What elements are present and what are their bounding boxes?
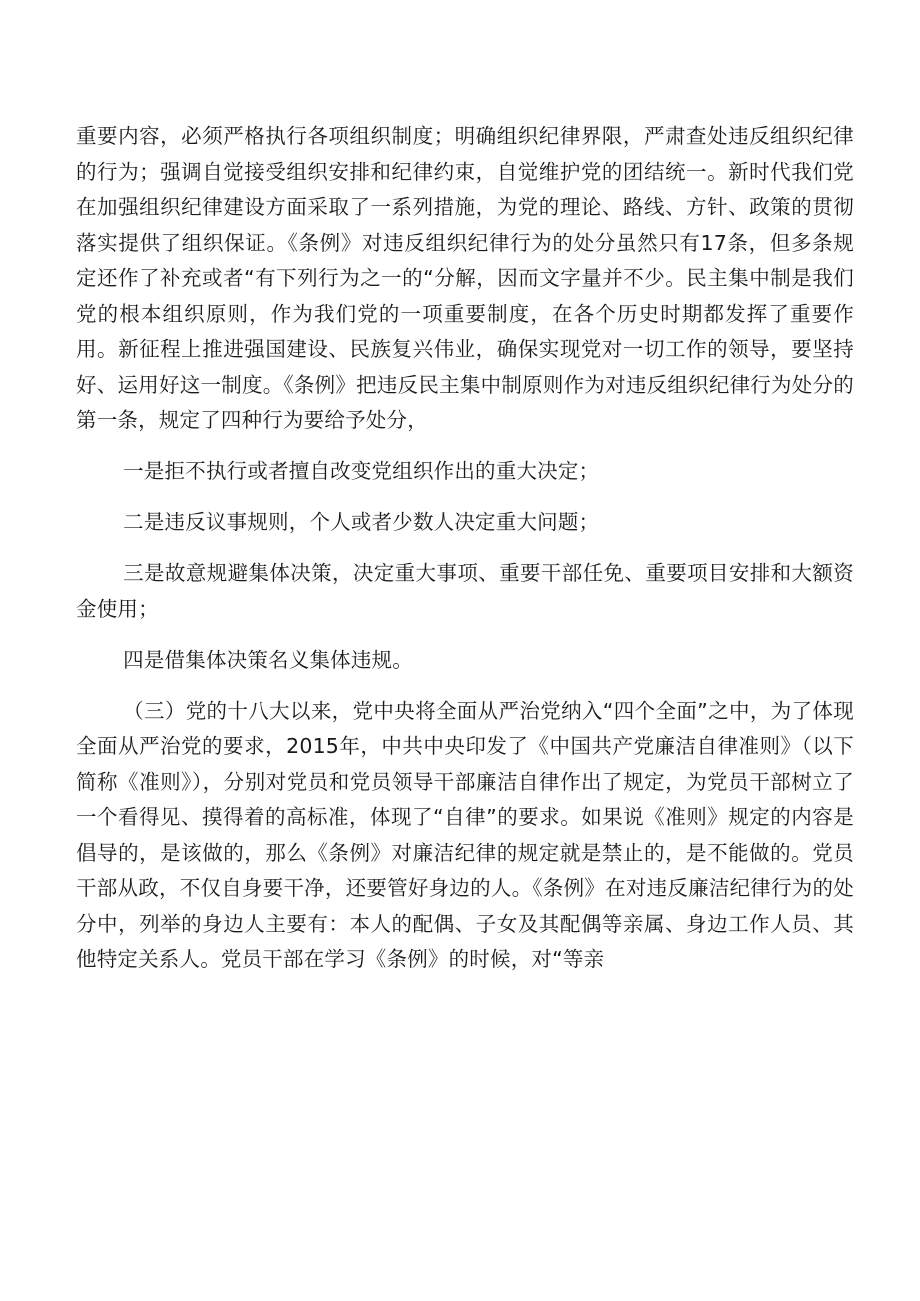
document-body bbox=[76, 119, 854, 978]
list-item-second-behavior: 二是违反议事规则，个人或者少数人决定重大问题； bbox=[123, 510, 600, 534]
paragraph-organization-discipline: 重要内容，必须严格执行各项组织制度；明确组织纪律界限，严肃查处违反组织纪律的行为；强调自觉接受组织安排和纪律约束，自觉维护党的团结统一。新时代我们党在加强组织纪律建设方面采取了一系列措施，为党的理论、路线、方针、政策的贯彻落实提供了组织保证。《条例》对违反组织纪律行为的处分虽然只有17条，但多条规定还作了补充或者“有下列行为之一的“分解，因而文字量并不少。民主集中制是我们党的根本组织原则，作为我们党的一项重要制度，在各个历史时期都发挥了重要作用。新征程上推进强国建设、民族复兴伟业，确保实现党对一切工作的领导，要坚持好、运用好这一制度。《条例》把违反民主集中制原则作为对违反组织纪律行为处分的第一条，规定了四种行为要给予处分， bbox=[76, 124, 854, 432]
list-item-third-behavior: 三是故意规避集体决策，决定重大事项、重要干部任免、重要项目安排和大额资金使用； bbox=[76, 561, 854, 621]
list-item-fourth-behavior: 四是借集体决策名义集体违规。 bbox=[123, 647, 413, 672]
paragraph-integrity-discipline: （三）党的十八大以来，党中央将全面从严治党纳入“四个全面”之中，为了体现全面从严治党的要求，2015年，中共中央印发了《中国共产党廉洁自律准则》（以下简称《准则》），分别对党员和党员领导干部廉洁自律作出了规定，为党员干部树立了一个看得见、摸得着的高标准，体现了“自律”的要求。如果说《准则》规定的内容是倡导的，是该做的，那么《条例》对廉洁纪律的规定就是禁止的，是不能做的。党员干部从政，不仅自身要干净，还要管好身边的人。《条例》在对违反廉洁纪律行为的处分中，列举的身边人主要有：本人的配偶、子女及其配偶等亲属、身边工作人员、其他特定关系人。党员干部在学习《条例》的时候，对“等亲 bbox=[76, 698, 854, 971]
list-item-first-behavior: 一是拒不执行或者擅自改变党组织作出的重大决定； bbox=[123, 459, 600, 483]
